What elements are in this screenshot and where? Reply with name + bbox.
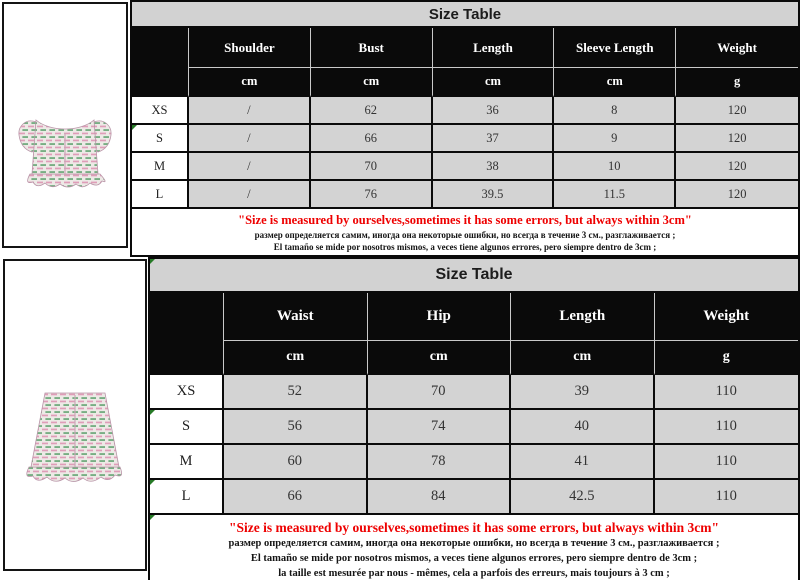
value-cell: 110: [655, 410, 799, 445]
unit-cell: cm: [224, 341, 368, 375]
unit-cell: cm: [189, 68, 311, 97]
value-cell: 120: [676, 125, 798, 153]
column-header-bust: Bust: [311, 28, 433, 68]
value-cell: 36: [433, 97, 555, 125]
unit-cell: cm: [554, 68, 676, 97]
unit-cell: g: [676, 68, 798, 97]
value-cell: 39.5: [433, 181, 555, 209]
value-cell: 11.5: [554, 181, 676, 209]
disclaimer: [150, 515, 798, 580]
value-cell: 76: [311, 181, 433, 209]
column-header-length: Length: [433, 28, 555, 68]
value-cell: 74: [368, 410, 512, 445]
unit-cell: cm: [368, 341, 512, 375]
disclaimer-line: El tamaño se mide por nosotros mismos, a veces tiene algunos errores, pero siempre dentro de 3cm ;: [273, 241, 657, 252]
disclaimer-line: la taille est mesurée par nous - mêmes, cela a parfois des erreurs, mais toujours à 3 cm ;: [278, 567, 670, 579]
value-cell: 110: [655, 480, 799, 515]
unit-cell: cm: [511, 341, 655, 375]
disclaimer-line: "Size is measured by ourselves,sometimes it has some errors, but always within 3cm": [229, 520, 719, 535]
size-label-M: M: [132, 153, 189, 181]
column-header-waist: Waist: [224, 293, 368, 341]
size-table-skirt: [148, 257, 800, 580]
disclaimer-line: "Size is measured by ourselves,sometimes it has some errors, but always within 3cm": [238, 213, 692, 227]
cropped-top-illustration: [10, 90, 120, 190]
size-table-top: [130, 0, 800, 257]
column-header-weight: Weight: [676, 28, 798, 68]
size-table-title: Size Table: [132, 2, 798, 28]
size-label-L: L: [150, 480, 224, 515]
value-cell: 120: [676, 97, 798, 125]
disclaimer: [132, 209, 798, 255]
value-cell: 37: [433, 125, 555, 153]
value-cell: 70: [311, 153, 433, 181]
size-label-M: M: [150, 445, 224, 480]
value-cell: 70: [368, 375, 512, 410]
value-cell: 41: [511, 445, 655, 480]
value-cell: 60: [224, 445, 368, 480]
product-image-skirt: [3, 259, 147, 571]
disclaimer-line: размер определяется самим, иногда она некоторые ошибки, но всегда в течение 3 см., разглаживается ;: [254, 229, 676, 240]
value-cell: 9: [554, 125, 676, 153]
size-table-title: Size Table: [150, 259, 798, 293]
size-label-S: S: [132, 125, 189, 153]
column-header-length: Length: [511, 293, 655, 341]
value-cell: /: [189, 125, 311, 153]
value-cell: 110: [655, 375, 799, 410]
disclaimer-line: El tamaño se mide por nosotros mismos, a veces tiene algunos errores, pero siempre dentro de 3cm ;: [250, 552, 698, 564]
value-cell: 78: [368, 445, 512, 480]
value-cell: /: [189, 181, 311, 209]
value-cell: 38: [433, 153, 555, 181]
value-cell: 40: [511, 410, 655, 445]
value-cell: /: [189, 97, 311, 125]
unit-cell: g: [655, 341, 799, 375]
skirt-illustration: [15, 379, 135, 489]
corner-cell: [150, 293, 224, 375]
column-header-sleeve-length: Sleeve Length: [554, 28, 676, 68]
value-cell: 39: [511, 375, 655, 410]
unit-cell: cm: [311, 68, 433, 97]
value-cell: 66: [224, 480, 368, 515]
product-image-cropped-top: [2, 2, 128, 248]
value-cell: 52: [224, 375, 368, 410]
value-cell: 66: [311, 125, 433, 153]
size-label-S: S: [150, 410, 224, 445]
unit-cell: cm: [433, 68, 555, 97]
column-header-shoulder: Shoulder: [189, 28, 311, 68]
value-cell: 8: [554, 97, 676, 125]
size-label-XS: XS: [150, 375, 224, 410]
value-cell: 120: [676, 153, 798, 181]
value-cell: /: [189, 153, 311, 181]
column-header-hip: Hip: [368, 293, 512, 341]
value-cell: 56: [224, 410, 368, 445]
value-cell: 120: [676, 181, 798, 209]
value-cell: 42.5: [511, 480, 655, 515]
disclaimer-line: размер определяется самим, иногда она некоторые ошибки, но всегда в течение 3 см., разглаживается ;: [228, 538, 720, 550]
value-cell: 84: [368, 480, 512, 515]
value-cell: 110: [655, 445, 799, 480]
value-cell: 62: [311, 97, 433, 125]
size-label-XS: XS: [132, 97, 189, 125]
corner-cell: [132, 28, 189, 97]
size-label-L: L: [132, 181, 189, 209]
column-header-weight: Weight: [655, 293, 799, 341]
value-cell: 10: [554, 153, 676, 181]
